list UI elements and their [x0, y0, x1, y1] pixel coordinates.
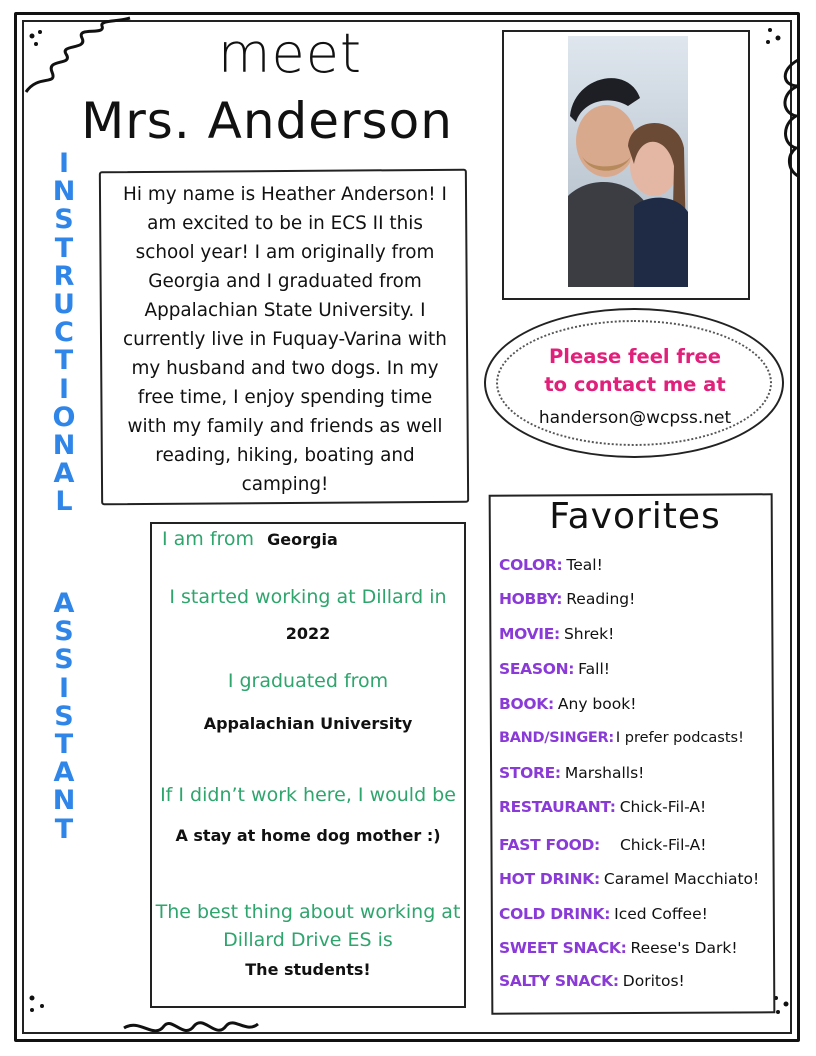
favorite-item: MOVIE: Shrek!	[499, 625, 615, 643]
start-answer: 2022	[285, 624, 331, 643]
favorite-item: HOT DRINK: Caramel Macchiato!	[499, 870, 760, 888]
from-prompt: I am from	[162, 528, 255, 550]
favorite-item: SALTY SNACK: Doritos!	[499, 972, 685, 990]
swirl-doodle-bottom	[120, 1008, 260, 1048]
teacher-name-heading: Mrs. Anderson	[81, 92, 453, 150]
from-row	[162, 528, 462, 550]
contact-email-link[interactable]: handerson@wcpss.net	[538, 408, 732, 428]
favorite-item: HOBBY: Reading!	[499, 590, 636, 608]
start-prompt: I started working at Dillard in	[169, 586, 447, 608]
dots-bottom-left	[24, 990, 54, 1020]
best-answer: The students!	[245, 960, 371, 979]
favorite-item: SWEET SNACK: Reese's Dark!	[499, 939, 738, 957]
couple-photo	[568, 36, 688, 287]
swirl-doodle-top-left	[18, 14, 138, 104]
swirl-doodle-top-right	[760, 20, 810, 180]
favorite-item: STORE: Marshalls!	[499, 764, 645, 782]
favorite-item: BOOK: Any book!	[499, 695, 637, 713]
favorites-title: Favorites	[549, 496, 721, 537]
vertical-word-instructional: I N S T R U C T I O N A L	[52, 148, 76, 518]
favorite-item: BAND/SINGER: I prefer podcasts!	[499, 730, 744, 746]
meet-heading: meet	[217, 22, 363, 85]
else-answer: A stay at home dog mother :)	[175, 826, 441, 845]
from-answer: Georgia	[267, 530, 338, 549]
favorite-item: FAST FOOD: Chick-Fil-A!	[499, 836, 707, 854]
bio-text: Hi my name is Heather Anderson! I am excited to be in ECS II this school year! I am originally from Georgia and I graduated from Appalachian State University. I currently live in Fuquay-Varina with my husband and two dogs. In my free time, I enjoy spending time with my family and friends as well reading, hiking, boating and camping!	[123, 184, 447, 495]
contact-title: Please feel free to contact me at	[544, 345, 726, 396]
favorite-item: RESTAURANT: Chick-Fil-A!	[499, 798, 707, 816]
favorite-item: COLD DRINK: Iced Coffee!	[499, 905, 708, 923]
grad-answer: Appalachian University	[203, 714, 413, 733]
grad-prompt: I graduated from	[227, 670, 389, 692]
else-prompt: If I didn’t work here, I would be	[160, 784, 456, 806]
vertical-word-assistant: A S S I S T A N T	[52, 588, 76, 845]
best-prompt: The best thing about working at Dillard Drive ES is	[155, 901, 461, 951]
favorite-item: COLOR: Teal!	[499, 556, 603, 574]
favorite-item: SEASON: Fall!	[499, 660, 610, 678]
